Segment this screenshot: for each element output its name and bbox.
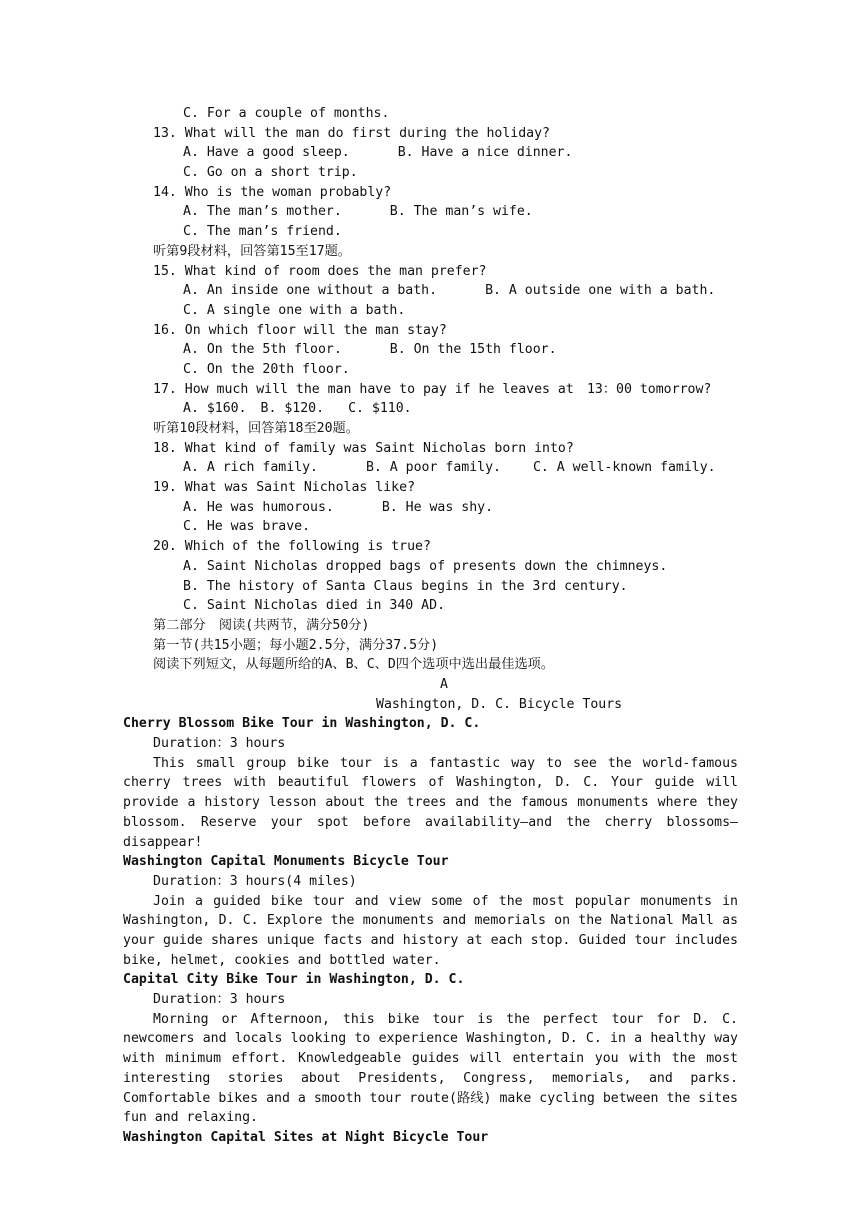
q16-option-b: B. On the 15th floor.	[389, 342, 557, 358]
q14-option-c: C. The man’s friend.	[183, 224, 342, 240]
section1-heading: 第一节(共15小题；每小题2.5分，满分37.5分)	[153, 637, 439, 653]
passage-letter: A	[440, 676, 448, 692]
q16-option-c: C. On the 20th floor.	[183, 361, 350, 377]
q17-option-c: C. $110.	[348, 401, 412, 417]
q13-option-c: C. Go on a short trip.	[183, 165, 358, 181]
q18-option-c: C. A well-known family.	[532, 460, 716, 476]
tour-3-description: Morning or Afternoon, this bike tour is the perfect tour for D. C. newcomers and locals looking to experience Washington, D. C. in a healthy way with minimum effort. Knowledgeable guides will entertain you with the most interesting stories about Presidents, Congress, memorials, and parks. Comfortable bikes and a smooth tour route(路线) make cycling between the sites fun and relaxing.	[123, 1011, 738, 1126]
q17-options	[0, 399, 860, 419]
tour-3-duration: Duration：3 hours	[153, 992, 286, 1008]
q17-option-b: B. $120.	[260, 401, 325, 417]
q13-option-a: A. Have a good sleep.	[183, 145, 350, 161]
q15-option-a: A. An inside one without a bath.	[183, 283, 438, 299]
q19-option-c: C. He was brave.	[183, 519, 311, 535]
tour-2-duration: Duration：3 hours(4 miles)	[153, 873, 357, 889]
q19-option-a: A. He was humorous.	[183, 499, 334, 515]
tour-2-description: Join a guided bike tour and view some of the most popular monuments in Washington, D. C. Explore the monuments and memorials on the National Mall as your guide shares unique facts and history at each stop. Guided tour includes bike, helmet, cookies and bottled water.	[123, 893, 738, 968]
tour-1-name: Cherry Blossom Bike Tour in Washington, D. C.	[123, 716, 481, 732]
tour-1-description: This small group bike tour is a fantastic way to see the world-famous cherry trees with beautiful flowers of Washington, D. C. Your guide will provide a history lesson about the trees and the famous monuments where they blossom. Reserve your spot before availability—and the cherry blossoms—disappear!	[123, 755, 738, 850]
q16-options-ab	[0, 340, 860, 360]
passage-title: Washington, D. C. Bicycle Tours	[376, 696, 623, 712]
q17-stem: 17. How much will the man have to pay if he leaves at 13：00 tomorrow?	[153, 381, 712, 397]
q14-option-a: A. The man’s mother.	[183, 204, 342, 220]
q15-stem: 15. What kind of room does the man prefer?	[153, 263, 487, 279]
q15-option-b: B. A outside one with a bath.	[485, 283, 716, 299]
q20-stem: 20. Which of the following is true?	[153, 539, 431, 555]
q14-options-ab	[0, 202, 860, 222]
q18-option-b: B. A poor family.	[365, 460, 501, 476]
q18-stem: 18. What kind of family was Saint Nicholas born into?	[153, 440, 574, 456]
tour-4-name: Washington Capital Sites at Night Bicycle Tour	[123, 1129, 489, 1145]
q20-option-c: C. Saint Nicholas died in 340 AD.	[183, 598, 446, 614]
section10-heading: 听第10段材料，回答第18至20题。	[153, 421, 359, 436]
q16-option-a: A. On the 5th floor.	[183, 342, 342, 358]
q20-option-b: B. The history of Santa Claus begins in the 3rd century.	[183, 578, 628, 594]
tour-3-name: Capital City Bike Tour in Washington, D. C.	[123, 972, 465, 988]
q19-option-b: B. He was shy.	[381, 499, 494, 515]
q17-option-a: A. $160.	[183, 401, 247, 417]
tour-2-name: Washington Capital Monuments Bicycle Tour	[123, 854, 449, 870]
q15-options-ab	[0, 281, 860, 301]
q13-stem: 13. What will the man do first during the holiday?	[153, 125, 550, 141]
tour-1-duration: Duration：3 hours	[153, 736, 286, 751]
q19-stem: 19. What was Saint Nicholas like?	[153, 480, 416, 496]
q15-option-c: C. A single one with a bath.	[183, 302, 406, 318]
q13-options-ab	[0, 143, 860, 163]
q19-options-ab	[0, 498, 860, 518]
section9-heading: 听第9段材料，回答第15至17题。	[153, 243, 351, 259]
q14-stem: 14. Who is the woman probably?	[153, 184, 392, 200]
q18-options	[0, 458, 860, 478]
reading-instruction: 阅读下列短文，从每题所给的A、B、C、D四个选项中选出最佳选项。	[153, 657, 555, 673]
part2-heading: 第二部分 阅读(共两节，满分50分)	[153, 617, 370, 633]
q14-option-b: B. The man’s wife.	[389, 204, 533, 220]
exam-page	[0, 104, 860, 1148]
q13-option-b: B. Have a nice dinner.	[397, 145, 573, 161]
q16-stem: 16. On which floor will the man stay?	[153, 322, 447, 338]
q18-option-a: A. A rich family.	[183, 460, 318, 476]
q20-option-a: A. Saint Nicholas dropped bags of presents down the chimneys.	[183, 558, 668, 574]
q12-option-c: C. For a couple of months.	[183, 106, 390, 121]
